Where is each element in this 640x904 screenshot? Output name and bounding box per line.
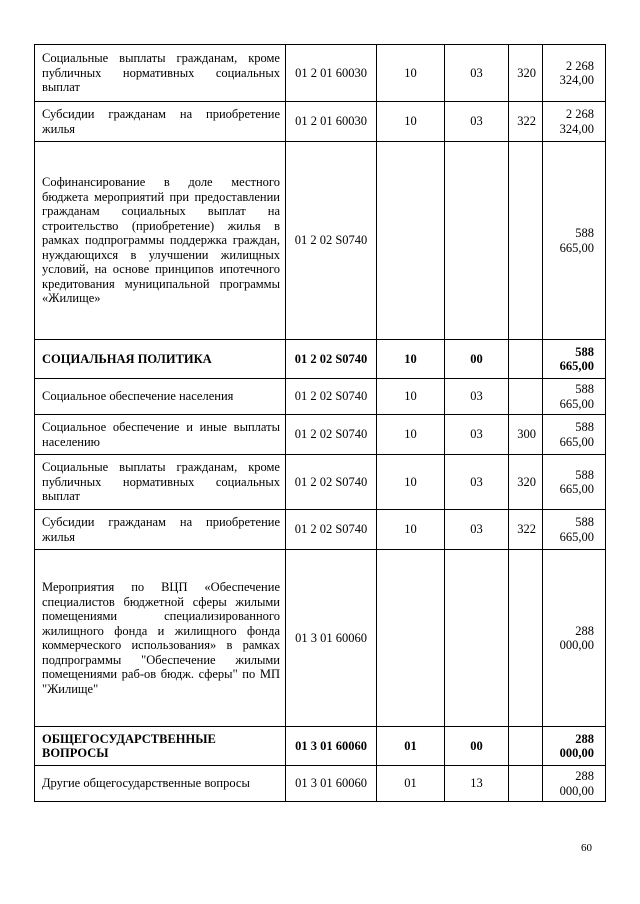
amount-cell: 588 665,00	[543, 455, 606, 510]
target-code-cell: 01 2 01 60030	[286, 45, 377, 102]
expense-type-cell: 320	[509, 455, 543, 510]
table-row	[35, 340, 606, 379]
row-name-cell: Субсидии гражданам на приобретение жилья	[35, 102, 286, 142]
target-code-cell: 01 2 02 S0740	[286, 455, 377, 510]
amount-cell: 2 268 324,00	[543, 45, 606, 102]
section-cell: 10	[377, 45, 445, 102]
section-cell: 10	[377, 102, 445, 142]
expense-type-cell: 300	[509, 415, 543, 455]
subsection-cell: 03	[445, 379, 509, 415]
table-row	[35, 455, 606, 510]
row-name-cell: Софинансирование в доле местного бюджета мероприятий при предоставлении гражданам социальных выплат на строительство (приобретение) жилья в рамках подпрограммы поддержка граждан, нуждающихся в улучшении жилищных условий, на основе принципов ипотечного кредитования муниципальной программы «Жилище»	[35, 142, 286, 340]
target-code-cell: 01 3 01 60060	[286, 766, 377, 802]
target-code-cell: 01 2 02 S0740	[286, 415, 377, 455]
amount-cell: 288 000,00	[543, 766, 606, 802]
row-name-cell: Мероприятия по ВЦП «Обеспечение специалистов бюджетной сферы жилыми помещениями специализированного жилищного фонда и жилищного фонда коммерческого использования» в рамках подпрограммы "Обеспечение жилыми помещениями раб-ов бюдж. сферы" по МП "Жилище"	[35, 550, 286, 727]
subsection-cell: 03	[445, 415, 509, 455]
expense-type-cell	[509, 550, 543, 727]
target-code-cell: 01 3 01 60060	[286, 550, 377, 727]
expense-type-cell	[509, 727, 543, 766]
section-cell: 01	[377, 727, 445, 766]
expense-type-cell	[509, 766, 543, 802]
amount-cell: 2 268 324,00	[543, 102, 606, 142]
row-name-cell: СОЦИАЛЬНАЯ ПОЛИТИКА	[35, 340, 286, 379]
page-number: 60	[581, 842, 592, 854]
expense-type-cell	[509, 340, 543, 379]
section-cell: 10	[377, 340, 445, 379]
target-code-cell: 01 2 02 S0740	[286, 510, 377, 550]
row-name-cell: Социальные выплаты гражданам, кроме публичных нормативных социальных выплат	[35, 45, 286, 102]
subsection-cell: 00	[445, 727, 509, 766]
section-cell	[377, 142, 445, 340]
target-code-cell: 01 2 01 60030	[286, 102, 377, 142]
section-cell: 10	[377, 455, 445, 510]
subsection-cell	[445, 550, 509, 727]
section-cell: 10	[377, 379, 445, 415]
target-code-cell: 01 2 02 S0740	[286, 340, 377, 379]
amount-cell: 588 665,00	[543, 415, 606, 455]
subsection-cell	[445, 142, 509, 340]
subsection-cell: 03	[445, 102, 509, 142]
amount-cell: 288 000,00	[543, 550, 606, 727]
expense-type-cell	[509, 142, 543, 340]
table-row	[35, 766, 606, 802]
row-name-cell: Социальное обеспечение населения	[35, 379, 286, 415]
expense-type-cell: 322	[509, 102, 543, 142]
amount-cell: 588 665,00	[543, 379, 606, 415]
subsection-cell: 03	[445, 510, 509, 550]
amount-cell: 588 665,00	[543, 142, 606, 340]
subsection-cell: 00	[445, 340, 509, 379]
target-code-cell: 01 2 02 S0740	[286, 142, 377, 340]
expense-type-cell	[509, 379, 543, 415]
row-name-cell: Другие общегосударственные вопросы	[35, 766, 286, 802]
table-row	[35, 142, 606, 340]
table-row	[35, 415, 606, 455]
table-row	[35, 379, 606, 415]
row-name-cell: Социальное обеспечение и иные выплаты населению	[35, 415, 286, 455]
table-row	[35, 550, 606, 727]
row-name-cell: Субсидии гражданам на приобретение жилья	[35, 510, 286, 550]
table-row	[35, 727, 606, 766]
expense-type-cell: 320	[509, 45, 543, 102]
budget-table	[34, 44, 606, 802]
row-name-cell: ОБЩЕГОСУДАРСТВЕННЫЕ ВОПРОСЫ	[35, 727, 286, 766]
amount-cell: 588 665,00	[543, 340, 606, 379]
table-row	[35, 45, 606, 102]
amount-cell: 588 665,00	[543, 510, 606, 550]
expense-type-cell: 322	[509, 510, 543, 550]
row-name-cell: Социальные выплаты гражданам, кроме публичных нормативных социальных выплат	[35, 455, 286, 510]
subsection-cell: 03	[445, 45, 509, 102]
table-row	[35, 510, 606, 550]
section-cell: 10	[377, 510, 445, 550]
target-code-cell: 01 3 01 60060	[286, 727, 377, 766]
section-cell: 10	[377, 415, 445, 455]
table-row	[35, 102, 606, 142]
subsection-cell: 03	[445, 455, 509, 510]
amount-cell: 288 000,00	[543, 727, 606, 766]
target-code-cell: 01 2 02 S0740	[286, 379, 377, 415]
section-cell	[377, 550, 445, 727]
subsection-cell: 13	[445, 766, 509, 802]
section-cell: 01	[377, 766, 445, 802]
